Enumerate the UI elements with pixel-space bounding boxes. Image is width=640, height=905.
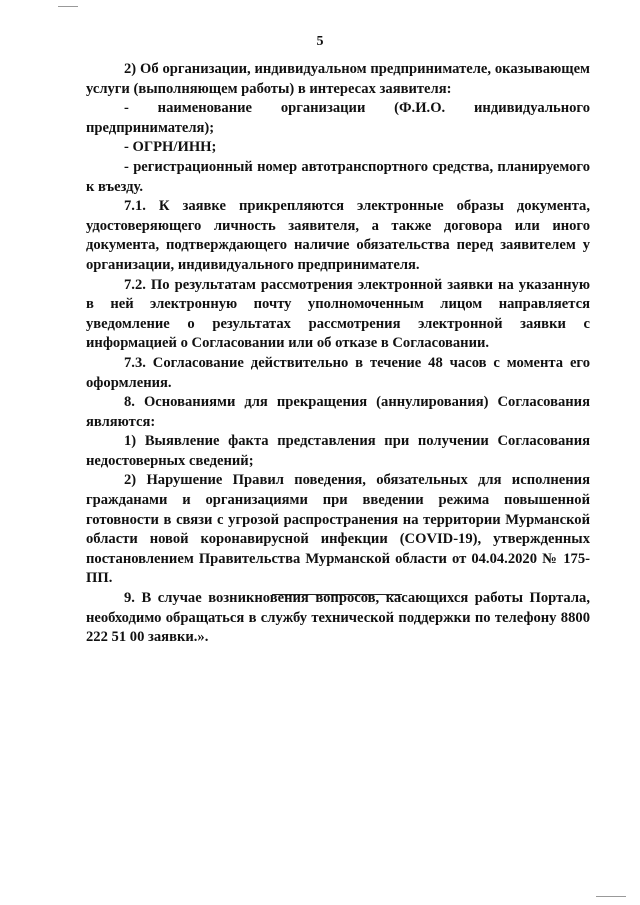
paragraph-ogrn-inn: - ОГРН/ИНН; [124,139,217,156]
paragraph-7-1: 7.1. К заявке прикрепляются электронные образы документа, удостоверяющего личность заявителя, а также договора или иного документа, подтверждающего наличие обязательства перед заявителем у организации, индивидуального предпринимателя. [86,198,590,273]
page-number: 5 [316,34,324,49]
paragraph-vehicle-registration: - регистрационный номер автотранспортного средства, планируемого к въезду. [86,158,590,195]
paragraph-8-2: 2) Нарушение Правил поведения, обязательных для исполнения гражданами и организациями при введении режима повышенной готовности в связи с угрозой распространения на территории Мурманской области новой коронавирусной инфекции (COVID-19), утвержденных постановлением Правительства Мурманской области от 04.04.2020 № 175-ПП. [86,472,590,587]
paragraph-7-3: 7.3. Согласование действительно в течение 48 часов с момента его оформления. [86,354,590,391]
paragraph-organization-name: - наименование организации (Ф.И.О. индивидуального предпринимателя); [86,100,590,136]
scan-speck [596,896,626,897]
paragraph-8-1: 1) Выявление факта представления при получении Согласования недостоверных сведений; [86,433,590,469]
end-of-text-rule [272,594,402,595]
paragraph-organization-info: 2) Об организации, индивидуальном предпринимателе, оказывающем услуги (выполняющем работы) в интересах заявителя: [86,61,590,97]
paragraph-9: 9. В случае возникновения вопросов, касающихся работы Портала, необходимо обращаться в службу технической поддержки по телефону 8800 222 51 00 заявки.». [86,590,590,646]
paragraph-7-2: 7.2. По результатам рассмотрения электронной заявки на указанную в ней электронную почту уполномоченным лицом направляется уведомление о результатах рассмотрения электронной заявки с информацией о Согласовании или об отказе в Согласовании. [86,276,590,352]
paragraph-8: 8. Основаниями для прекращения (аннулирования) Согласования являются: [86,394,590,430]
scan-speck [58,6,78,7]
document-body [86,60,590,648]
